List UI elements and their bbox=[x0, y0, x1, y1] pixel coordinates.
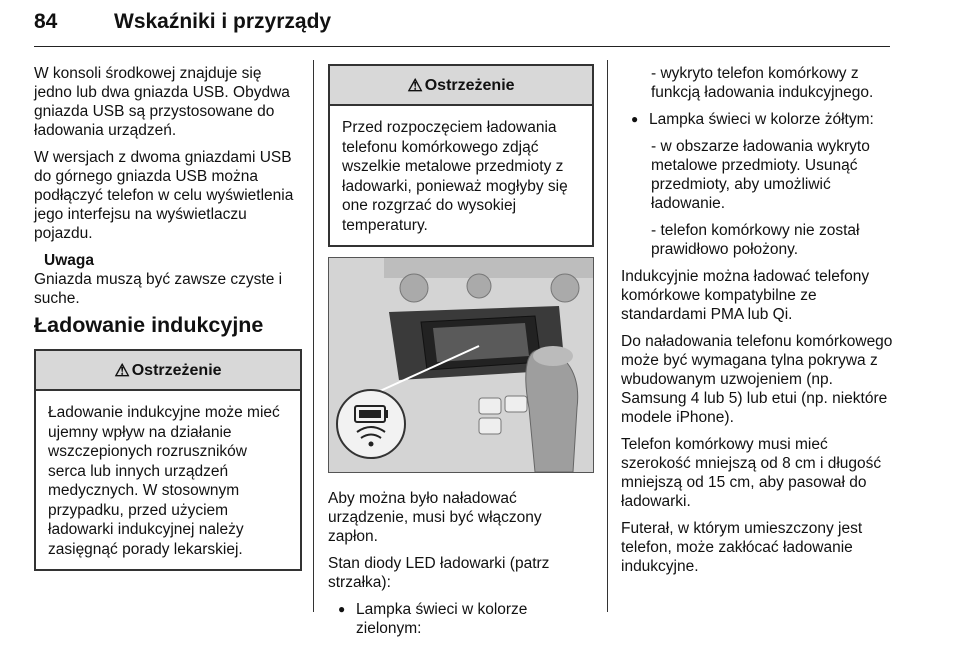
column-divider-right bbox=[607, 60, 608, 612]
warning-title: Ostrzeżenie bbox=[424, 76, 515, 94]
sub-item-position: - telefon komórkowy nie został prawidłowo położony. bbox=[651, 222, 860, 258]
warning-triangle-icon: ⚠ bbox=[114, 360, 130, 380]
bullet-yellow: ● Lampka świeci w kolorze żółtym: bbox=[621, 110, 893, 129]
column-divider-left bbox=[313, 60, 314, 612]
column-left bbox=[34, 64, 302, 571]
warning-box bbox=[34, 349, 302, 571]
paragraph-back-cover: Do naładowania telefonu komórkowego może być wymagana tylna pokrywa z wbudowanym uzwojeniem (np. Samsung 4 lub 5) lub etui (np. niektóre modele iPhone). bbox=[621, 333, 893, 426]
paragraph-ignition: Aby można było naładować urządzenie, musi być włączony zapłon. bbox=[328, 490, 542, 545]
note-heading: Uwaga bbox=[44, 252, 94, 269]
warning-triangle-icon: ⚠ bbox=[407, 75, 423, 95]
warning-header bbox=[36, 351, 300, 391]
column-middle bbox=[328, 64, 594, 646]
sub-item-detected: - wykryto telefon komórkowy z funkcją ładowania indukcyjnego. bbox=[651, 65, 874, 101]
bullet-green: ● Lampka świeci w kolorze zielonym: bbox=[328, 600, 594, 638]
page-header bbox=[34, 6, 890, 47]
paragraph-case: Futerał, w którym umieszczony jest telefon, może zakłócać ładowanie indukcyjne. bbox=[621, 520, 863, 575]
page-title: Wskaźniki i przyrządy bbox=[114, 10, 332, 33]
warning-box-metal bbox=[328, 64, 594, 247]
charger-photo bbox=[328, 257, 594, 473]
sub-item-metal: - w obszarze ładowania wykryto metalowe przedmioty. Usunąć przedmioty, aby umożliwić ładowanie. bbox=[651, 138, 870, 212]
paragraph-dimensions: Telefon komórkowy musi mieć szerokość mniejszą od 8 cm i długość mniejszą od 15 cm, aby pasował do ładowarki. bbox=[621, 436, 882, 510]
page-number: 84 bbox=[34, 10, 58, 33]
paragraph-usb: W konsoli środkowej znajduje się jedno lub dwa gniazda USB. Obydwa gniazda USB są przystosowane do ładowania urządzeń. bbox=[34, 65, 290, 139]
paragraph-standards: Indukcyjnie można ładować telefony komórkowe kompatybilne ze standardami PMA lub Qi. bbox=[621, 268, 870, 323]
charger-illustration bbox=[329, 258, 593, 472]
paragraph-led-status: Stan diody LED ładowarki (patrz strzałka): bbox=[328, 555, 550, 591]
section-heading: Ładowanie indukcyjne bbox=[34, 313, 264, 337]
note-text: Gniazda muszą być zawsze czyste i suche. bbox=[34, 271, 283, 307]
warning-header bbox=[330, 66, 592, 106]
paragraph-usb-phone: W wersjach z dwoma gniazdami USB do górnego gniazda USB można podłączyć telefon w celu wyświetlenia jego interfejsu na wyświetlaczu pojazdu. bbox=[34, 149, 294, 242]
warning-text: Przed rozpoczęciem ładowania telefonu komórkowego zdjąć wszelkie metalowe przedmioty z ładowarki, ponieważ mogłyby się one rozgrzać do wysokiej temperatury. bbox=[342, 119, 568, 234]
column-right bbox=[621, 64, 893, 584]
warning-text: Ładowanie indukcyjne może mieć ujemny wpływ na działanie wszczepionych rozruszników serca lub innych urządzeń medycznych. W stosownym przypadku, przed użyciem ładowarki indukcyjnej należy zasięgnąć porady lekarskiej. bbox=[48, 404, 280, 558]
warning-title: Ostrzeżenie bbox=[131, 361, 222, 379]
